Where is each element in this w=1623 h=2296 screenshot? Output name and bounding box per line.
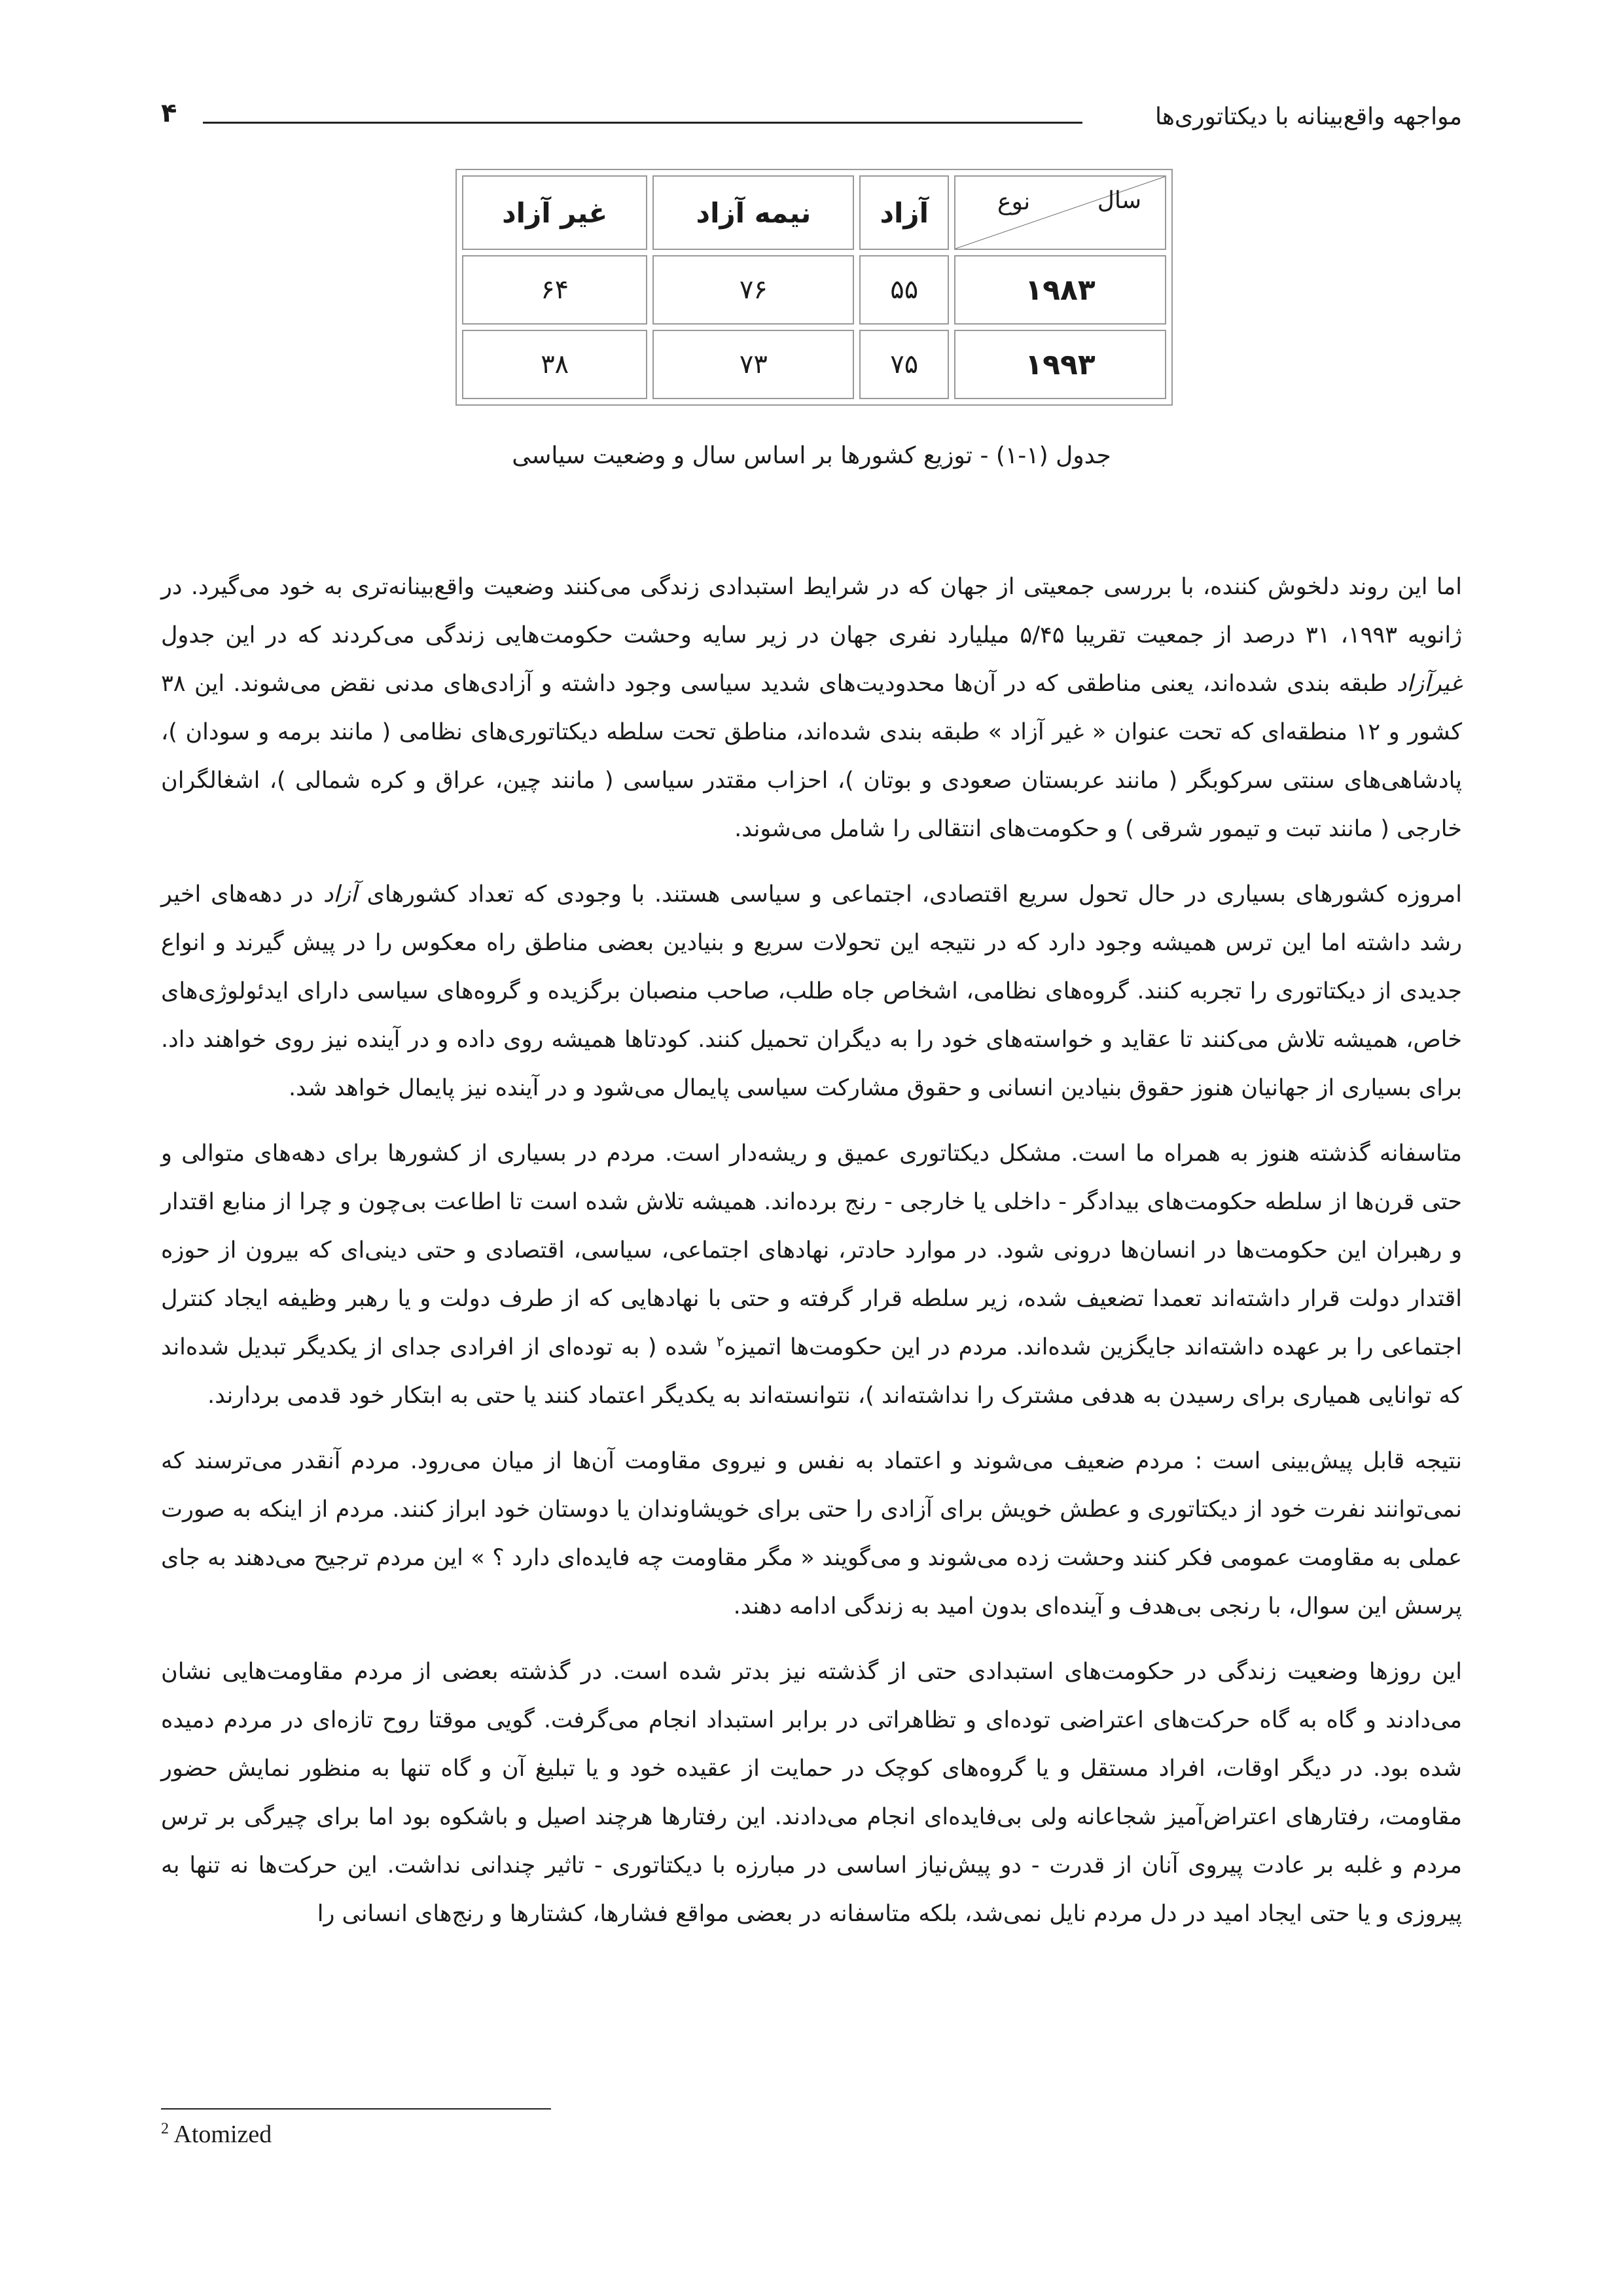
table-header-row: [462, 175, 1166, 250]
table-caption: جدول (۱-۱) - توزیع کشورها بر اساس سال و وضعیت سیاسی: [512, 442, 1111, 469]
page-number: ۴: [161, 98, 177, 128]
cell-semi-free: ۷۶: [652, 255, 854, 325]
cell-free: ۷۵: [859, 330, 949, 399]
corner-label-type: نوع: [997, 188, 1031, 215]
cell-semi-free: ۷۳: [652, 330, 854, 399]
emphasis: غیرآزاد: [1396, 671, 1462, 697]
country-distribution-table: [455, 169, 1173, 406]
paragraph: نتیجه قابل پیش‌بینی است : مردم ضعیف می‌شوند و اعتماد به نفس و نیروی مقاومت آن‌ها از میان می‌رود. مردم آنقدر می‌ترسند که نمی‌توانند نفرت خود از دیکتاتوری و عطش خویش برای آزادی را حتی برای خویشاوندان یا دوستان خود ابراز کنند. مردم از اینکه به صورت عملی به مقاومت عمومی فکر کنند وحشت زده می‌شوند و می‌گویند « مگر مقاومت چه فایده‌ای دارد ؟ » این مردم ترجیح می‌دهند به جای پرسش این سوال، با رنجی بی‌هدف و آینده‌ای بدون امید به زندگی ادامه دهند.: [161, 1448, 1462, 1619]
table-row: [462, 255, 1166, 325]
paragraph: اما این روند دلخوش کننده، با بررسی جمعیتی از جهان که در شرایط استبدادی زندگی می‌کنند وضعیت واقع‌بینانه‌تری به خود می‌گیرد. در ژانویه ۱۹۹۳، ۳۱ درصد از جمعیت تقریبا ۵/۴۵ میلیارد نفری جهان در زیر سایه وحشت حکومت‌هایی زندگی می‌کردند که در این جدول غیرآزاد طبقه بندی شده‌اند، یعنی مناطقی که در آن‌ها محدودیت‌های شدید سیاسی وجود داشته و آزادی‌های مدنی نقض می‌شوند. این ۳۸ کشور و ۱۲ منطقه‌ای که تحت عنوان « غیر آزاد » طبقه بندی شده‌اند، مناطق تحت سلطه دیکتاتوری‌های نظامی ( مانند برمه و سودان )، پادشاهی‌های سنتی سرکوبگر ( مانند عربستان صعودی و بوتان )، احزاب مقتدر سیاسی ( مانند چین، عراق و کره شمالی )، اشغالگران خارجی ( مانند تبت و تیمور شرقی ) و حکومت‌های انتقالی را شامل می‌شوند.: [161, 574, 1462, 842]
row-year: ۱۹۹۳: [954, 330, 1166, 399]
column-header-free: آزاد: [859, 175, 949, 250]
cell-free: ۵۵: [859, 255, 949, 325]
column-header-semi-free: نیمه آزاد: [652, 175, 854, 250]
body-text: [161, 563, 1462, 1955]
row-year: ۱۹۸۳: [954, 255, 1166, 325]
paragraph: امروزه کشورهای بسیاری در حال تحول سریع اقتصادی، اجتماعی و سیاسی هستند. با وجودی که تعداد کشورهای آزاد در دهه‌های اخیر رشد داشته اما این ترس همیشه وجود دارد که در نتیجه این تحولات سریع و بنیادین بعضی مناطق راه معکوس را در پیش گیرند و انواع جدیدی از دیکتاتوری را تجربه کنند. گروه‌های نظامی، اشخاص جاه طلب، صاحب منصبان برگزیده و گروه‌های سیاسی دارای ایدئولوژی‌های خاص، همیشه تلاش می‌کنند تا عقاید و خواسته‌های خود را به دیگران تحمیل کنند. کودتاها همیشه روی داده و در آینده نیز روی خواهند داد. برای بسیاری از جهانیان هنوز حقوق بنیادین انسانی و حقوق مشارکت سیاسی پایمال می‌شود و در آینده نیز پایمال خواهد شد.: [161, 881, 1463, 1101]
paragraph: این روزها وضعیت زندگی در حکومت‌های استبدادی حتی از گذشته نیز بدتر شده است. در گذشته بعضی از مردم مقاومت‌هایی نشان می‌دادند و گاه به گاه حرکت‌های اعتراضی توده‌ای و تظاهراتی در برابر استبداد انجام می‌گرفت. گویی موقتا روح تازه‌ای در مردم دمیده شده بود. در دیگر اوقات، افراد مستقل و یا گروه‌های کوچک در حمایت از عقیده خود و یا تبلیغ آن و گاه تنها به منظور نمایش حضور مقاومت، رفتارهای اعتراض‌آمیز شجاعانه ولی بی‌فایده‌ای انجام می‌دادند. این رفتارها هرچند اصیل و باشکوه بود اما برای چیرگی بر ترس مردم و غلبه بر عادت پیروی آنان از قدرت - دو پیش‌نیاز اساسی در مبارزه با دیکتاتوری - تاثیر چندانی نداشت. این حرکت‌ها نه تنها به پیروزی و یا حتی ایجاد امید در دل مردم نایل نمی‌شد، بلکه متاسفانه در بعضی مواقع فشارها، کشتارها و رنج‌های انسانی را: [161, 1659, 1462, 1927]
table-row: [462, 330, 1166, 399]
footnote-number: 2: [161, 2120, 169, 2138]
paragraph: متاسفانه گذشته هنوز به همراه ما است. مشکل دیکتاتوری عمیق و ریشه‌دار است. مردم در بسیاری از کشورها برای دهه‌های متوالی و حتی قرن‌ها از سلطه حکومت‌های بیدادگر - داخلی یا خارجی - رنج برده‌اند. همیشه تلاش شده است تا اطاعت بی‌چون و چرا از منابع اقتدار و رهبران این حکومت‌ها در انسان‌ها درونی شود. در موارد حادتر، نهادهای اجتماعی، سیاسی، اقتصادی و حتی دینی‌ای که بیرون از حوزه اقتدار دولت قرار داشته‌اند تعمدا تضعیف شده، زیر سلطه قرار گرفته و حتی با نهادهایی که از طرف دولت و یا رهبر وظیفه ایجاد کنترل اجتماعی را بر عهده داشته‌اند جایگزین شده‌اند. مردم در این حکومت‌ها اتمیزه$^۲$ شده ( به توده‌ای از افرادی جدای از یکدیگر تبدیل شده‌اند که توانایی همیاری برای رسیدن به هدفی مشترک را نداشته‌اند )، نتوانسته‌اند به یکدیگر اعتماد کنند یا حتی به ابتکار خود قدمی بردارند.: [161, 1140, 1462, 1409]
footnote: [161, 2120, 272, 2149]
table-corner-cell: [954, 175, 1166, 250]
cell-not-free: ۶۴: [462, 255, 647, 325]
footnote-rule: [161, 2108, 551, 2110]
emphasis: آزاد: [323, 881, 357, 908]
running-title: مواجهه واقع‌بینانه با دیکتاتوری‌ها: [1154, 103, 1462, 130]
footnote-text: Atomized: [169, 2121, 272, 2148]
corner-label-year: سال: [1097, 187, 1141, 214]
column-header-not-free: غیر آزاد: [462, 175, 647, 250]
page-header: [161, 98, 1462, 144]
footnote-marker[interactable]: ۲: [716, 1333, 724, 1351]
cell-not-free: ۳۸: [462, 330, 647, 399]
header-rule: [203, 122, 1082, 124]
